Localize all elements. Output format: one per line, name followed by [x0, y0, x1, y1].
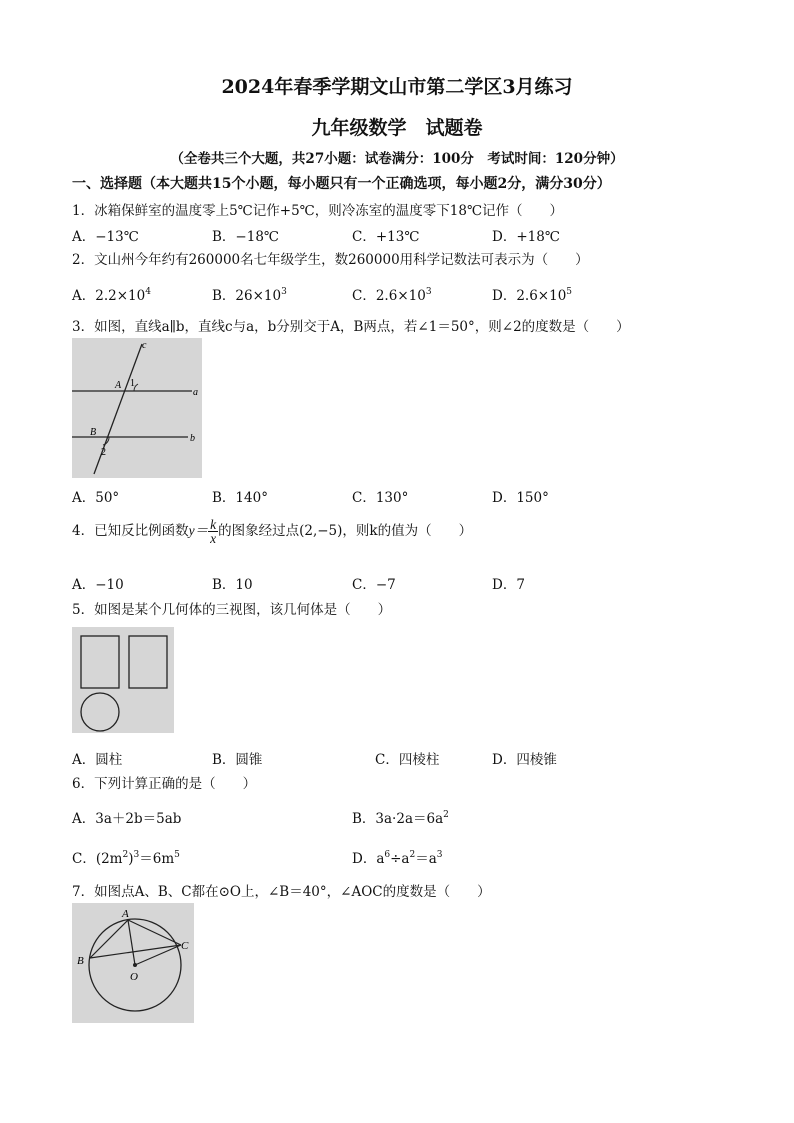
q2-option-a: A．$2.2\times 10^4$	[72, 287, 151, 304]
circle-figure	[72, 903, 194, 1023]
label-point-b: B	[90, 427, 97, 438]
parallel-lines-figure	[72, 338, 202, 478]
three-view-figure	[72, 627, 174, 733]
q5-option-b: B．圆锥	[212, 752, 263, 768]
q3-option-b: B．140°	[212, 490, 268, 506]
q2-option-b: B．$26\times 10^3$	[212, 287, 287, 304]
q1-option-d: D．+18℃	[492, 229, 560, 245]
label-a: a	[193, 387, 198, 398]
q5-option-c: C．四棱柱	[375, 752, 440, 768]
q6-option-a: A．3a＋2b＝5ab	[72, 811, 182, 827]
q5-option-d: D．四棱锥	[492, 752, 557, 768]
q3-option-c: C．130°	[352, 490, 409, 506]
question-7-stem: 7．如图点A、B、C都在⊙O上，∠B＝40°，∠AOC的度数是（ ）	[72, 884, 491, 900]
q3-option-a: A．50°	[72, 490, 120, 506]
label-point-a: A	[115, 380, 122, 391]
q4-option-b: B．10	[212, 577, 253, 593]
page-title: 2024年春季学期文山市第二学区3月练习	[221, 76, 573, 98]
question-1-stem: 1．冰箱保鲜室的温度零上5℃记作+5℃，则冷冻室的温度零下18℃记作（ ）	[72, 203, 564, 219]
label-c: c	[142, 340, 147, 351]
q3-option-d: D．150°	[492, 490, 549, 506]
label-b: b	[190, 433, 195, 444]
exam-note: （全卷共三个大题，共27小题：试卷满分：100分 考试时间：120分钟）	[170, 151, 624, 167]
label-angle-1: 1	[130, 378, 135, 389]
section-heading: 一、选择题（本大题共15个小题，每小题只有一个正确选项，每小题2分，满分30分）	[72, 176, 611, 192]
q4-option-a: A．−10	[72, 577, 124, 593]
fraction-k-over-x: $\frac{k}{x}$	[210, 517, 217, 546]
label-point-o: O	[130, 971, 138, 983]
question-5-stem: 5．如图是某个几何体的三视图，该几何体是（ ）	[72, 602, 392, 618]
q5-option-a: A．圆柱	[72, 752, 123, 768]
q1-option-b: B．−18℃	[212, 229, 280, 245]
label-point-b: B	[77, 955, 84, 967]
question-4-stem: 4．已知反比例函数y＝ $\frac{k}{x}$ 的图象经过点(2,−5)，则k的值为（ ）	[72, 517, 473, 546]
q1-option-a: A．−13℃	[72, 229, 139, 245]
q6-option-d: D．$a^6\div a^2=a^3$	[352, 850, 443, 867]
question-2-stem: 2．文山州今年约有260000名七年级学生，数260000用科学记数法可表示为（ ）	[72, 252, 589, 268]
q1-option-c: C．+13℃	[352, 229, 420, 245]
q4-option-c: C．−7	[352, 577, 396, 593]
q2-option-c: C．$2.6\times 10^3$	[352, 287, 432, 304]
label-point-a: A	[122, 908, 129, 920]
label-point-c: C	[181, 940, 189, 952]
q2-option-d: D．$2.6\times 10^5$	[492, 287, 573, 304]
q4-option-d: D．7	[492, 577, 525, 593]
page-subtitle: 九年级数学 试题卷	[311, 117, 483, 139]
question-6-stem: 6．下列计算正确的是（ ）	[72, 776, 257, 792]
q6-option-c: C．$(2m^2)^3=6m^5$	[72, 850, 180, 867]
question-3-stem: 3．如图，直线a∥b，直线c与a，b分别交于A，B两点，若∠1＝50°，则∠2的度数是（ ）	[72, 319, 630, 335]
label-angle-2: 2	[101, 447, 106, 458]
q6-option-b: B．$3a\cdot 2a=6a^2$	[352, 810, 449, 827]
